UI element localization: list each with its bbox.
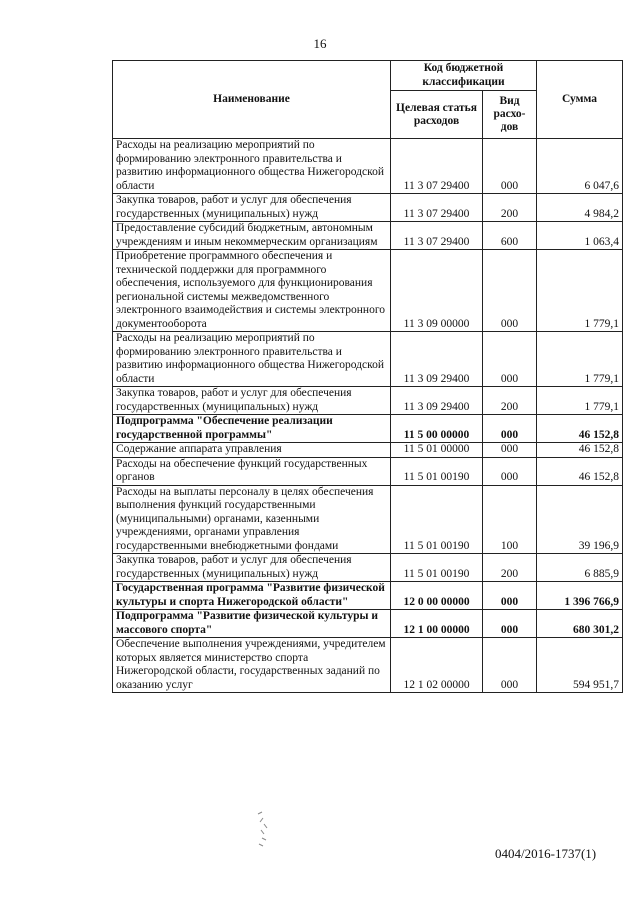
row-code: 11 3 07 29400 bbox=[391, 194, 483, 222]
row-sum: 6 047,6 bbox=[537, 139, 623, 194]
row-type: 000 bbox=[483, 457, 537, 485]
row-code: 11 5 01 00190 bbox=[391, 554, 483, 582]
row-type: 000 bbox=[483, 415, 537, 443]
row-sum: 594 951,7 bbox=[537, 638, 623, 693]
row-code: 12 1 02 00000 bbox=[391, 638, 483, 693]
row-sum: 46 152,8 bbox=[537, 443, 623, 458]
row-type: 000 bbox=[483, 332, 537, 387]
row-code: 11 5 01 00000 bbox=[391, 443, 483, 458]
row-name: Обеспечение выполнения учреждениями, учредителем которых является министерство спорта Нижегородской области, государственных заданий по оказанию услуг bbox=[113, 638, 391, 693]
row-sum: 680 301,2 bbox=[537, 610, 623, 638]
table-row bbox=[113, 554, 623, 582]
row-sum: 4 984,2 bbox=[537, 194, 623, 222]
row-name: Государственная программа "Развитие физической культуры и спорта Нижегородской области" bbox=[113, 582, 391, 610]
table-row bbox=[113, 139, 623, 194]
handwritten-mark bbox=[252, 808, 274, 848]
row-name: Приобретение программного обеспечения и технической поддержки для программного обеспечения, используемого для функционирования региональной системы межведомственного электронного взаимодействия и системы электронного документооборота bbox=[113, 250, 391, 332]
row-code: 12 1 00 00000 bbox=[391, 610, 483, 638]
row-type: 600 bbox=[483, 222, 537, 250]
row-sum: 1 779,1 bbox=[537, 250, 623, 332]
row-code: 11 5 01 00190 bbox=[391, 485, 483, 554]
table-row bbox=[113, 387, 623, 415]
row-sum: 1 063,4 bbox=[537, 222, 623, 250]
budget-table bbox=[112, 60, 623, 693]
row-code: 12 0 00 00000 bbox=[391, 582, 483, 610]
header-code-group: Код бюджетной классификации bbox=[391, 61, 537, 91]
header-type: Вид расхо-дов bbox=[483, 91, 537, 139]
row-sum: 1 779,1 bbox=[537, 387, 623, 415]
table-row bbox=[113, 638, 623, 693]
row-name: Содержание аппарата управления bbox=[113, 443, 391, 458]
row-sum: 39 196,9 bbox=[537, 485, 623, 554]
table-row bbox=[113, 582, 623, 610]
row-code: 11 5 00 00000 bbox=[391, 415, 483, 443]
header-name: Наименование bbox=[113, 61, 391, 139]
row-name: Расходы на реализацию мероприятий по формированию электронного правительства и развитию информационного общества Нижегородской области bbox=[113, 332, 391, 387]
row-sum: 1 779,1 bbox=[537, 332, 623, 387]
row-type: 200 bbox=[483, 387, 537, 415]
row-type: 000 bbox=[483, 443, 537, 458]
table-row bbox=[113, 443, 623, 458]
row-name: Расходы на обеспечение функций государственных органов bbox=[113, 457, 391, 485]
row-type: 200 bbox=[483, 194, 537, 222]
table-body bbox=[113, 139, 623, 693]
table-row bbox=[113, 457, 623, 485]
table-row bbox=[113, 222, 623, 250]
row-name: Подпрограмма "Развитие физической культуры и массового спорта" bbox=[113, 610, 391, 638]
row-name: Расходы на выплаты персоналу в целях обеспечения выполнения функций государственными (муниципальными) органами, казенными учреждениями, органами управления государственными внебюджетными фондами bbox=[113, 485, 391, 554]
row-type: 000 bbox=[483, 638, 537, 693]
row-type: 200 bbox=[483, 554, 537, 582]
table-row bbox=[113, 194, 623, 222]
row-code: 11 3 09 00000 bbox=[391, 250, 483, 332]
row-sum: 6 885,9 bbox=[537, 554, 623, 582]
row-type: 000 bbox=[483, 610, 537, 638]
table-row bbox=[113, 610, 623, 638]
row-type: 100 bbox=[483, 485, 537, 554]
header-sum: Сумма bbox=[537, 61, 623, 139]
row-sum: 46 152,8 bbox=[537, 415, 623, 443]
row-code: 11 3 07 29400 bbox=[391, 139, 483, 194]
page-number: 16 bbox=[313, 36, 327, 51]
row-name: Закупка товаров, работ и услуг для обеспечения государственных (муниципальных) нужд bbox=[113, 194, 391, 222]
row-code: 11 3 09 29400 bbox=[391, 387, 483, 415]
row-type: 000 bbox=[483, 250, 537, 332]
row-name: Расходы на реализацию мероприятий по формированию электронного правительства и развитию информационного общества Нижегородской области bbox=[113, 139, 391, 194]
header-target: Целевая статья расходов bbox=[391, 91, 483, 139]
row-code: 11 3 07 29400 bbox=[391, 222, 483, 250]
row-code: 11 5 01 00190 bbox=[391, 457, 483, 485]
row-sum: 46 152,8 bbox=[537, 457, 623, 485]
row-type: 000 bbox=[483, 582, 537, 610]
table-row bbox=[113, 485, 623, 554]
table-header bbox=[113, 61, 623, 139]
row-name: Закупка товаров, работ и услуг для обеспечения государственных (муниципальных) нужд bbox=[113, 387, 391, 415]
row-code: 11 3 09 29400 bbox=[391, 332, 483, 387]
document-code: 0404/2016-1737(1) bbox=[495, 846, 597, 861]
row-type: 000 bbox=[483, 139, 537, 194]
row-name: Предоставление субсидий бюджетным, автономным учреждениям и иным некоммерческим организациям bbox=[113, 222, 391, 250]
row-sum: 1 396 766,9 bbox=[537, 582, 623, 610]
table-row bbox=[113, 415, 623, 443]
table-row bbox=[113, 250, 623, 332]
row-name: Закупка товаров, работ и услуг для обеспечения государственных (муниципальных) нужд bbox=[113, 554, 391, 582]
row-name: Подпрограмма "Обеспечение реализации государственной программы" bbox=[113, 415, 391, 443]
table-row bbox=[113, 332, 623, 387]
